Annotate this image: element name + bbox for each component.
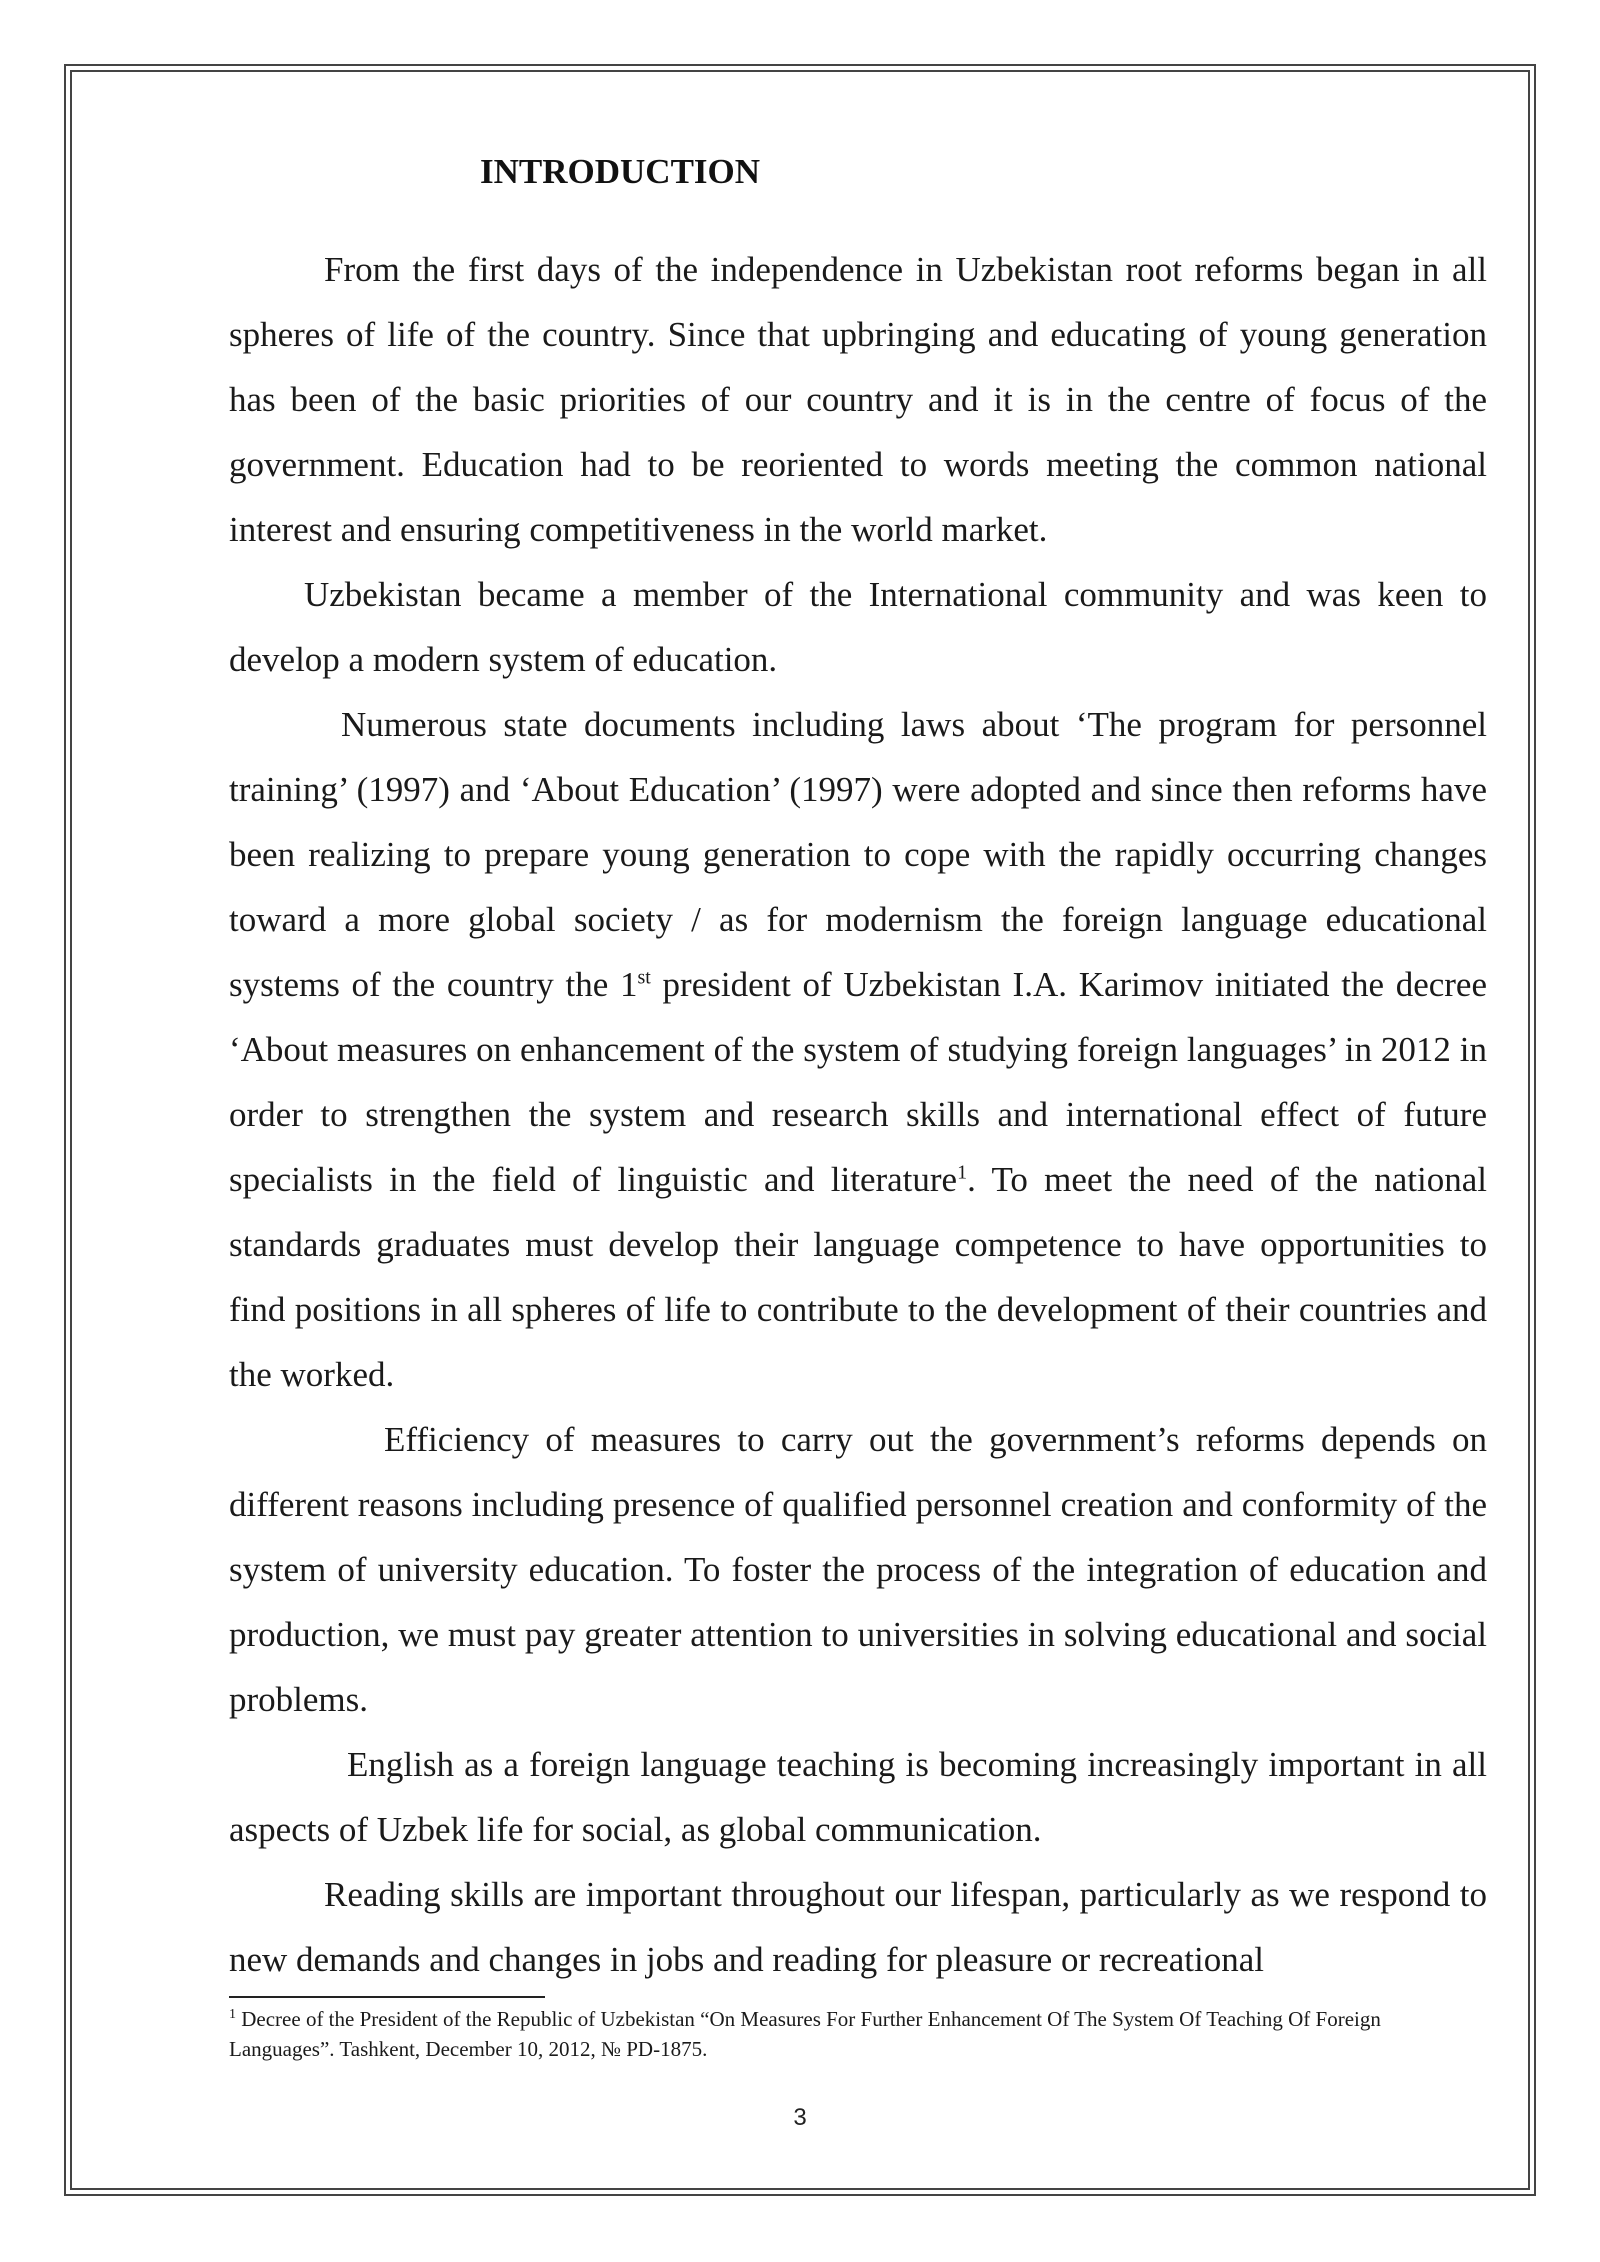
paragraph-2: Uzbekistan became a member of the International community and was keen to develop a modern system of education. [229, 575, 1487, 679]
paragraph-6: Reading skills are important throughout our lifespan, particularly as we respond to new demands and changes in jobs and reading for pleasure or recreational [229, 1875, 1487, 1979]
page-title: INTRODUCTION [480, 152, 761, 191]
footnote-reference[interactable]: 1 [957, 1161, 968, 1184]
paragraph-3 [229, 692, 1487, 1407]
paragraph-3-part-2: president of Uzbekistan I.A. Karimov initiated the decree ‘About measures on enhancement of the system of studying foreign languages’ in 2012 in order to strengthen the system and research skills and international effect of future specialists in the field of linguistic and literature [229, 965, 1487, 1199]
page-number: 3 [793, 2104, 807, 2131]
paragraph-5: English as a foreign language teaching is becoming increasingly important in all aspects of Uzbek life for social, as global communication. [229, 1745, 1487, 1849]
document-body [229, 237, 1487, 1992]
paragraph-3-part-3: . To meet the need of the national standards graduates must develop their language competence to have opportunities to find positions in all spheres of life to contribute to the development of their countries and the worked. [229, 1160, 1488, 1394]
footnote-separator [229, 1996, 545, 1998]
footnote [229, 2004, 1487, 2064]
ordinal-superscript: st [637, 966, 651, 989]
paragraph-3-part-1: Numerous state documents including laws about ‘The program for personnel training’ (1997) and ‘About Education’ (1997) were adopted and since then reforms have been realizing to prepare young generation to cope with the rapidly occurring changes toward a more global society / as for modernism the foreign language educational systems of the country the 1 [229, 705, 1487, 1004]
footnote-text: Decree of the President of the Republic of Uzbekistan “On Measures For Further Enhancement Of The System Of Teaching Of Foreign Languages”. Tashkent, December 10, 2012, № PD-1875. [229, 2007, 1381, 2061]
paragraph-1: From the first days of the independence in Uzbekistan root reforms began in all spheres of life of the country. Since that upbringing and educating of young generation has been of the basic priorities of our country and it is in the centre of focus of the government. Education had to be reoriented to words meeting the common national interest and ensuring competitiveness in the world market. [229, 250, 1487, 549]
footnote-marker: 1 [229, 2007, 236, 2022]
paragraph-4: Efficiency of measures to carry out the government’s reforms depends on different reasons including presence of qualified personnel creation and conformity of the system of university education. To foster the process of the integration of education and production, we must pay greater attention to universities in solving educational and social problems. [229, 1420, 1487, 1719]
